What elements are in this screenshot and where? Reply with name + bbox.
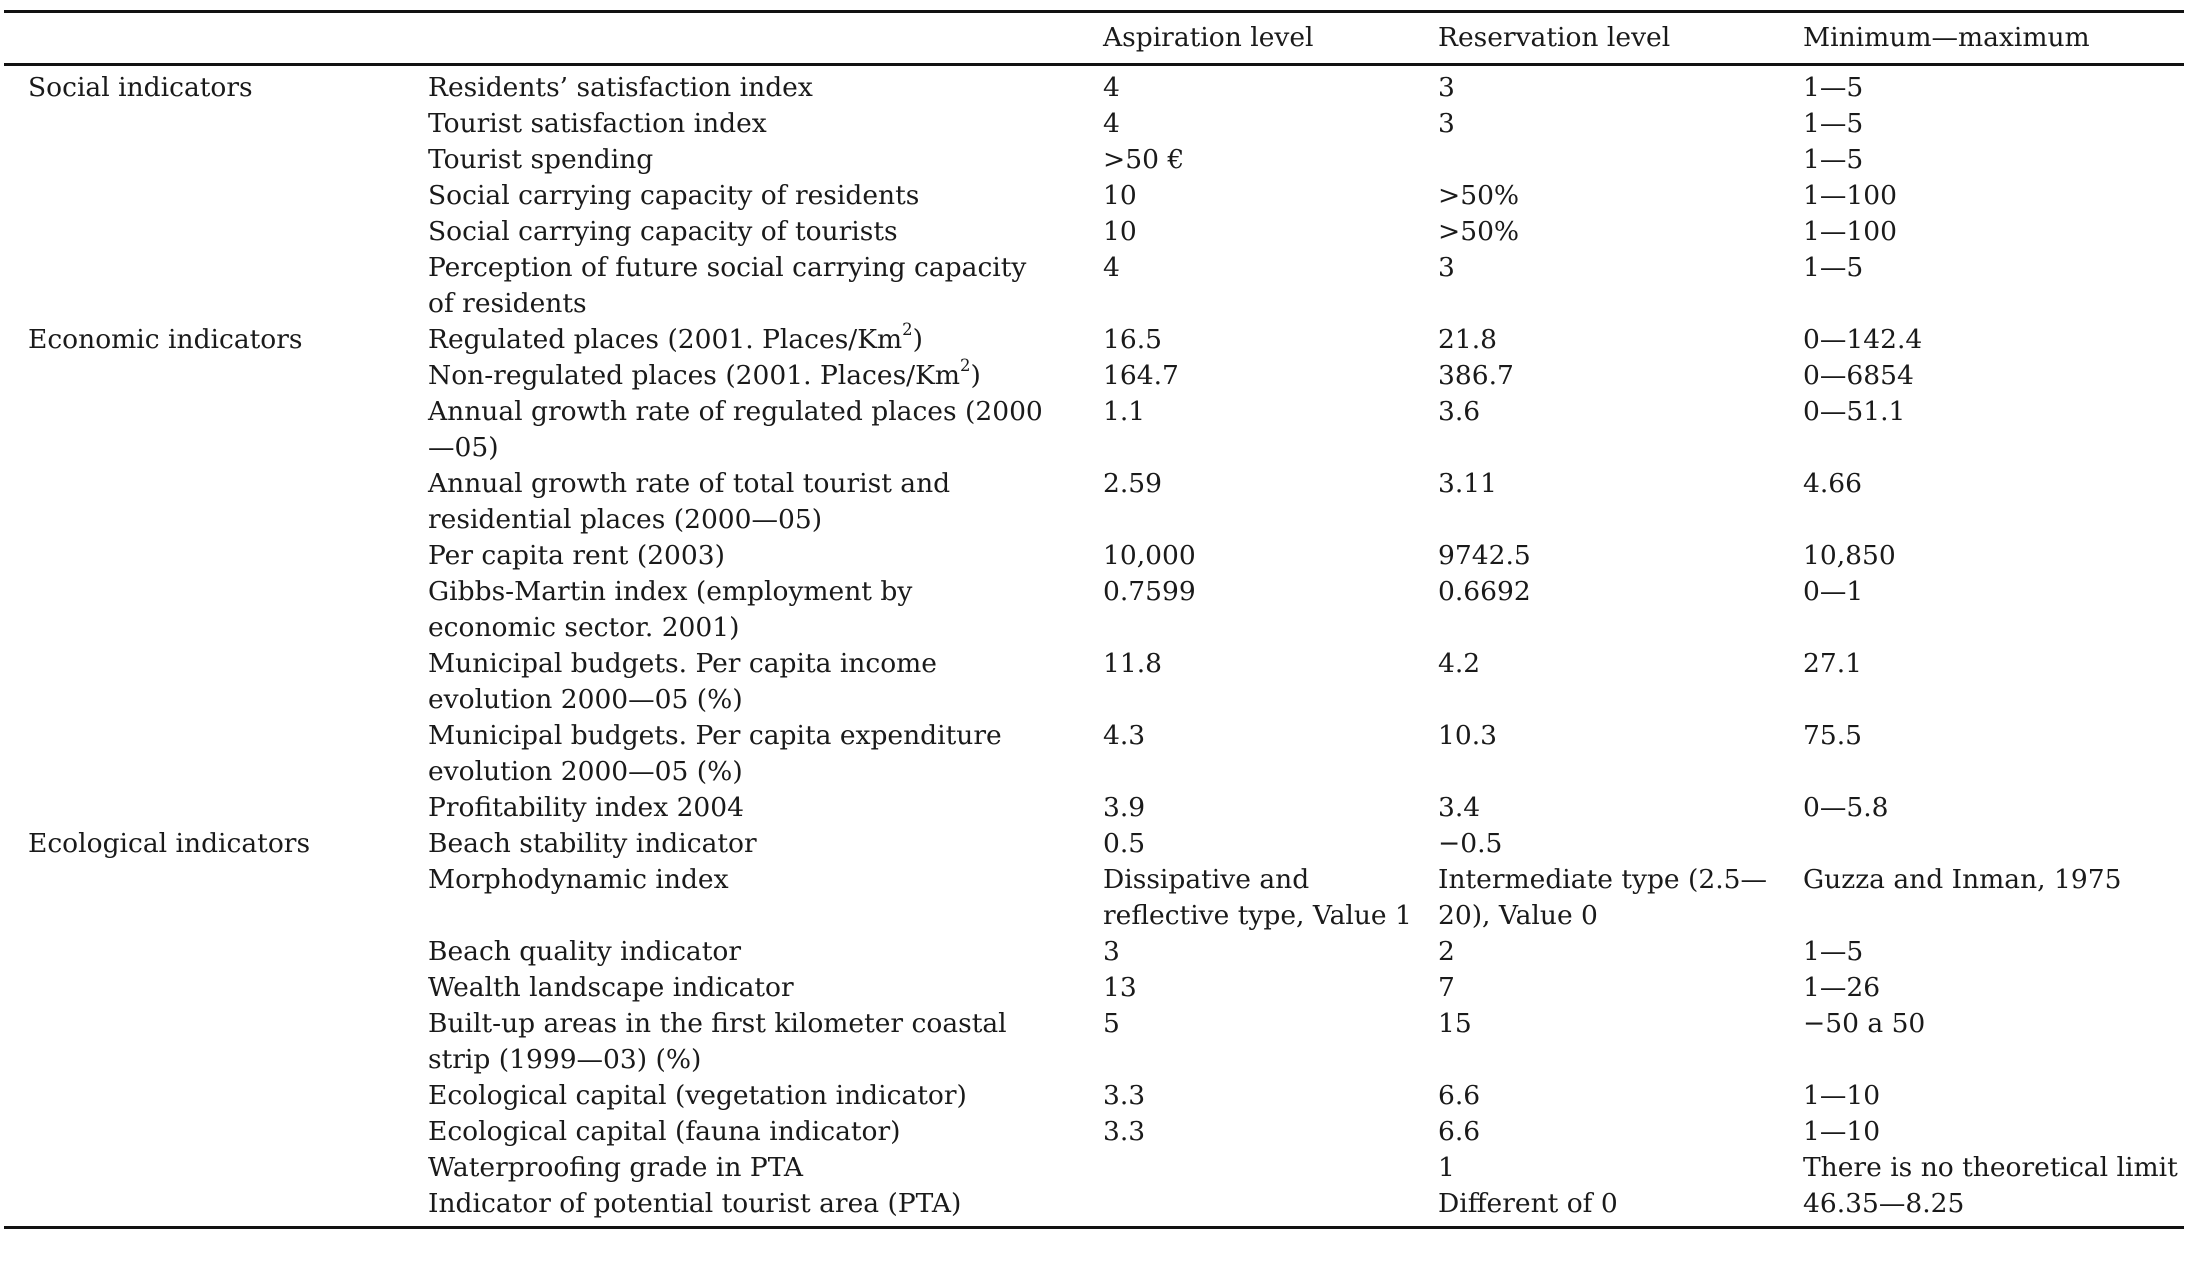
indicator-cell [428, 718, 1103, 790]
group-cell [4, 250, 428, 322]
aspiration-cell [1103, 65, 1438, 107]
group-cell-text: Social indicators [28, 72, 253, 103]
aspiration-cell-text: 4 [1103, 108, 1120, 139]
indicator-cell [428, 355, 1103, 394]
reservation-cell [1438, 970, 1803, 1006]
group-cell [4, 214, 428, 250]
group-cell [4, 826, 428, 862]
table-row [4, 65, 2184, 107]
minmax-cell-text: 0—5.8 [1803, 792, 1889, 823]
indicator-superscript: 2 [902, 319, 913, 339]
indicator-table [4, 10, 2184, 1229]
group-cell-text: Ecological indicators [28, 828, 311, 859]
table-row [4, 826, 2184, 862]
group-cell [4, 106, 428, 142]
indicator-cell-text: Annual growth rate of total tourist and residential places (2000—05) [428, 468, 951, 535]
aspiration-cell [1103, 934, 1438, 970]
header-row [4, 12, 2184, 65]
table-header [4, 12, 2184, 65]
indicator-tail: ) [912, 324, 923, 355]
group-cell [4, 178, 428, 214]
indicator-cell [428, 106, 1103, 142]
table-row [4, 790, 2184, 826]
group-cell [4, 574, 428, 646]
reservation-cell [1438, 214, 1803, 250]
aspiration-cell-text: 0.7599 [1103, 576, 1196, 607]
table-row [4, 358, 2184, 394]
aspiration-cell-text: 4.3 [1103, 720, 1146, 751]
reservation-cell-text: −0.5 [1438, 828, 1503, 859]
minmax-cell [1803, 826, 2184, 862]
minmax-cell-text: 1—5 [1803, 936, 1864, 967]
reservation-cell-text: 3 [1438, 108, 1455, 139]
aspiration-cell-text: 3.3 [1103, 1116, 1146, 1147]
table-row [4, 1114, 2184, 1150]
reservation-cell-text: 2 [1438, 936, 1455, 967]
reservation-cell-text: 3 [1438, 72, 1455, 103]
aspiration-cell [1103, 322, 1438, 358]
aspiration-cell [1103, 358, 1438, 394]
header-reservation-level: Reservation level [1438, 22, 1671, 53]
minmax-cell [1803, 1006, 2184, 1078]
group-cell [4, 466, 428, 538]
indicator-cell [428, 1114, 1103, 1150]
aspiration-cell-text: Dissipative and reflective type, Value 1 [1103, 864, 1412, 931]
minmax-cell-text: 1—10 [1803, 1080, 1881, 1111]
minmax-cell-text: 1—5 [1803, 108, 1864, 139]
header-minimum-maximum: Minimum—maximum [1803, 22, 2090, 53]
aspiration-cell-text: 4 [1103, 72, 1120, 103]
indicator-cell-text: Per capita rent (2003) [428, 540, 725, 571]
aspiration-cell-text: >50 € [1103, 144, 1185, 175]
minmax-cell [1803, 934, 2184, 970]
group-cell [4, 934, 428, 970]
aspiration-cell-text: 2.59 [1103, 468, 1163, 499]
indicator-cell [428, 1006, 1103, 1078]
aspiration-cell [1103, 646, 1438, 718]
aspiration-cell [1103, 790, 1438, 826]
minmax-cell [1803, 466, 2184, 538]
minmax-cell [1803, 790, 2184, 826]
reservation-cell [1438, 1186, 1803, 1228]
minmax-cell [1803, 970, 2184, 1006]
minmax-cell-text: 75.5 [1803, 720, 1863, 751]
minmax-cell [1803, 178, 2184, 214]
table-row [4, 466, 2184, 538]
indicator-cell-text: Perception of future social carrying capacity of residents [428, 252, 1027, 319]
header-aspiration-level: Aspiration level [1103, 22, 1314, 53]
group-cell [4, 1114, 428, 1150]
group-cell [4, 322, 428, 358]
aspiration-cell [1103, 862, 1438, 934]
minmax-cell-text: 1—100 [1803, 180, 1897, 211]
reservation-cell [1438, 178, 1803, 214]
table-row [4, 862, 2184, 934]
header-indicator [428, 12, 1103, 65]
group-cell [4, 862, 428, 934]
table-row [4, 1078, 2184, 1114]
reservation-cell-text: 6.6 [1438, 1080, 1481, 1111]
reservation-cell [1438, 322, 1803, 358]
indicator-cell [428, 826, 1103, 862]
indicator-cell-text: Morphodynamic index [428, 864, 729, 895]
reservation-cell-text: 15 [1438, 1008, 1472, 1039]
minmax-cell [1803, 142, 2184, 178]
reservation-cell-text: 3.4 [1438, 792, 1481, 823]
indicator-cell-text: Beach stability indicator [428, 828, 757, 859]
reservation-cell [1438, 106, 1803, 142]
indicator-cell-text: Ecological capital (fauna indicator) [428, 1116, 901, 1147]
indicator-cell [428, 394, 1103, 466]
aspiration-cell [1103, 1006, 1438, 1078]
aspiration-cell [1103, 142, 1438, 178]
indicator-cell [428, 970, 1103, 1006]
indicator-table-container [4, 10, 2184, 1229]
indicator-cell [428, 862, 1103, 934]
reservation-cell [1438, 466, 1803, 538]
aspiration-cell-text: 3.3 [1103, 1080, 1146, 1111]
aspiration-cell-text: 1.1 [1103, 396, 1146, 427]
minmax-cell-text: 4.66 [1803, 468, 1863, 499]
aspiration-cell [1103, 214, 1438, 250]
minmax-cell [1803, 250, 2184, 322]
reservation-cell [1438, 538, 1803, 574]
reservation-cell-text: 3.6 [1438, 396, 1481, 427]
indicator-cell-text: Indicator of potential tourist area (PTA) [428, 1188, 962, 1219]
reservation-cell-text: Different of 0 [1438, 1188, 1618, 1219]
table-row [4, 250, 2184, 322]
minmax-cell-text: 1—5 [1803, 252, 1864, 283]
aspiration-cell [1103, 538, 1438, 574]
aspiration-cell [1103, 718, 1438, 790]
minmax-cell [1803, 1186, 2184, 1228]
minmax-cell-text: 27.1 [1803, 648, 1863, 679]
reservation-cell-text: 6.6 [1438, 1116, 1481, 1147]
indicator-tail: ) [970, 360, 981, 391]
reservation-cell [1438, 1150, 1803, 1186]
indicator-cell [428, 1186, 1103, 1228]
reservation-cell-text: 386.7 [1438, 360, 1514, 391]
minmax-cell [1803, 574, 2184, 646]
indicator-cell-text: Gibbs-Martin index (employment by economic sector. 2001) [428, 576, 913, 643]
indicator-cell-text: Tourist spending [428, 144, 654, 175]
minmax-cell [1803, 65, 2184, 107]
table-row [4, 322, 2184, 358]
minmax-cell [1803, 1114, 2184, 1150]
aspiration-cell-text: 10 [1103, 216, 1137, 247]
aspiration-cell [1103, 1078, 1438, 1114]
table-row [4, 646, 2184, 718]
header-group [4, 12, 428, 65]
indicator-cell-text: Municipal budgets. Per capita income evolution 2000—05 (%) [428, 648, 937, 715]
minmax-cell-text: 10,850 [1803, 540, 1896, 571]
indicator-cell [428, 574, 1103, 646]
indicator-superscript: 2 [960, 355, 971, 375]
minmax-cell-text: There is no theoretical limit [1803, 1152, 2178, 1183]
indicator-cell [428, 646, 1103, 718]
table-row [4, 106, 2184, 142]
group-cell [4, 970, 428, 1006]
group-cell [4, 790, 428, 826]
indicator-cell-text: Residents’ satisfaction index [428, 72, 813, 103]
table-row [4, 970, 2184, 1006]
aspiration-cell-text: 11.8 [1103, 648, 1163, 679]
minmax-cell [1803, 322, 2184, 358]
minmax-cell [1803, 1150, 2184, 1186]
indicator-cell [428, 142, 1103, 178]
aspiration-cell [1103, 466, 1438, 538]
minmax-cell-text: 0—142.4 [1803, 324, 1923, 355]
indicator-cell-text: Waterproofing grade in PTA [428, 1152, 804, 1183]
group-cell [4, 65, 428, 107]
aspiration-cell-text: 10,000 [1103, 540, 1196, 571]
indicator-cell [428, 250, 1103, 322]
aspiration-cell-text: 16.5 [1103, 324, 1163, 355]
reservation-cell-text: >50% [1438, 216, 1520, 247]
minmax-cell-text: Guzza and Inman, 1975 [1803, 864, 2122, 895]
table-row [4, 574, 2184, 646]
group-cell [4, 1078, 428, 1114]
table-row [4, 142, 2184, 178]
reservation-cell [1438, 142, 1803, 178]
group-cell [4, 142, 428, 178]
minmax-cell-text: 1—5 [1803, 144, 1864, 175]
reservation-cell [1438, 1006, 1803, 1078]
minmax-cell [1803, 862, 2184, 934]
reservation-cell-text: 10.3 [1438, 720, 1498, 751]
reservation-cell-text: 9742.5 [1438, 540, 1531, 571]
indicator-cell-text: Social carrying capacity of tourists [428, 216, 898, 247]
reservation-cell [1438, 826, 1803, 862]
minmax-cell [1803, 538, 2184, 574]
minmax-cell [1803, 106, 2184, 142]
aspiration-cell [1103, 1114, 1438, 1150]
table-row [4, 1006, 2184, 1078]
minmax-cell-text: 1—26 [1803, 972, 1881, 1003]
indicator-cell-text: Annual growth rate of regulated places (2000—05) [428, 396, 1043, 463]
indicator-cell-text: Wealth landscape indicator [428, 972, 794, 1003]
aspiration-cell-text: 13 [1103, 972, 1137, 1003]
indicator-cell-text: Built-up areas in the first kilometer coastal strip (1999—03) (%) [428, 1008, 1007, 1075]
reservation-cell-text: 21.8 [1438, 324, 1498, 355]
minmax-cell [1803, 394, 2184, 466]
table-row [4, 1186, 2184, 1228]
minmax-cell [1803, 646, 2184, 718]
aspiration-cell [1103, 394, 1438, 466]
reservation-cell [1438, 394, 1803, 466]
indicator-cell-text: Social carrying capacity of residents [428, 180, 920, 211]
indicator-cell [428, 1150, 1103, 1186]
indicator-cell-text: Non-regulated places (2001. Places/Km [428, 360, 961, 391]
reservation-cell-text: 7 [1438, 972, 1455, 1003]
aspiration-cell-text: 10 [1103, 180, 1137, 211]
group-cell [4, 1150, 428, 1186]
reservation-cell [1438, 574, 1803, 646]
indicator-cell [428, 466, 1103, 538]
indicator-cell-text: Municipal budgets. Per capita expenditure evolution 2000—05 (%) [428, 720, 1002, 787]
indicator-cell-text: Ecological capital (vegetation indicator) [428, 1080, 967, 1111]
minmax-cell [1803, 358, 2184, 394]
reservation-cell [1438, 358, 1803, 394]
reservation-cell [1438, 65, 1803, 107]
table-row [4, 538, 2184, 574]
indicator-cell [428, 178, 1103, 214]
aspiration-cell [1103, 1150, 1438, 1186]
minmax-cell-text: 0—1 [1803, 576, 1864, 607]
minmax-cell-text: 0—6854 [1803, 360, 1914, 391]
indicator-cell-text: Profitability index 2004 [428, 792, 745, 823]
aspiration-cell [1103, 970, 1438, 1006]
reservation-cell [1438, 1078, 1803, 1114]
reservation-cell-text: >50% [1438, 180, 1520, 211]
indicator-cell [428, 214, 1103, 250]
table-row [4, 178, 2184, 214]
reservation-cell [1438, 934, 1803, 970]
reservation-cell [1438, 646, 1803, 718]
group-cell [4, 394, 428, 466]
reservation-cell [1438, 250, 1803, 322]
group-cell [4, 358, 428, 394]
reservation-cell-text: Intermediate type (2.5—20), Value 0 [1438, 864, 1768, 931]
aspiration-cell-text: 3.9 [1103, 792, 1146, 823]
minmax-cell [1803, 1078, 2184, 1114]
aspiration-cell [1103, 250, 1438, 322]
indicator-cell-text: Regulated places (2001. Places/Km [428, 324, 903, 355]
reservation-cell-text: 0.6692 [1438, 576, 1531, 607]
group-cell [4, 646, 428, 718]
reservation-cell-text: 1 [1438, 1152, 1455, 1183]
indicator-cell [428, 1078, 1103, 1114]
aspiration-cell-text: 0.5 [1103, 828, 1146, 859]
minmax-cell-text: 1—5 [1803, 72, 1864, 103]
minmax-cell [1803, 718, 2184, 790]
indicator-cell-text: Beach quality indicator [428, 936, 742, 967]
reservation-cell [1438, 718, 1803, 790]
table-row [4, 394, 2184, 466]
aspiration-cell [1103, 1186, 1438, 1228]
minmax-cell-text: −50 a 50 [1803, 1008, 1926, 1039]
minmax-cell [1803, 214, 2184, 250]
indicator-cell [428, 790, 1103, 826]
table-row [4, 214, 2184, 250]
table-row [4, 1150, 2184, 1186]
reservation-cell [1438, 1114, 1803, 1150]
aspiration-cell-text: 3 [1103, 936, 1120, 967]
minmax-cell-text: 46.35—8.25 [1803, 1188, 1965, 1219]
reservation-cell [1438, 862, 1803, 934]
aspiration-cell-text: 5 [1103, 1008, 1120, 1039]
aspiration-cell-text: 4 [1103, 252, 1120, 283]
aspiration-cell [1103, 574, 1438, 646]
indicator-cell [428, 934, 1103, 970]
indicator-cell [428, 538, 1103, 574]
indicator-cell [428, 319, 1103, 358]
group-cell-text: Economic indicators [28, 324, 303, 355]
group-cell [4, 538, 428, 574]
group-cell [4, 1006, 428, 1078]
table-row [4, 718, 2184, 790]
reservation-cell [1438, 790, 1803, 826]
aspiration-cell [1103, 178, 1438, 214]
aspiration-cell [1103, 826, 1438, 862]
group-cell [4, 1186, 428, 1228]
reservation-cell-text: 3.11 [1438, 468, 1498, 499]
minmax-cell-text: 1—10 [1803, 1116, 1881, 1147]
indicator-cell-text: Tourist satisfaction index [428, 108, 767, 139]
minmax-cell-text: 0—51.1 [1803, 396, 1906, 427]
aspiration-cell [1103, 106, 1438, 142]
table-row [4, 934, 2184, 970]
minmax-cell-text: 1—100 [1803, 216, 1897, 247]
indicator-cell [428, 65, 1103, 107]
reservation-cell-text: 4.2 [1438, 648, 1481, 679]
reservation-cell-text: 3 [1438, 252, 1455, 283]
group-cell [4, 718, 428, 790]
table-body [4, 65, 2184, 1228]
aspiration-cell-text: 164.7 [1103, 360, 1179, 391]
